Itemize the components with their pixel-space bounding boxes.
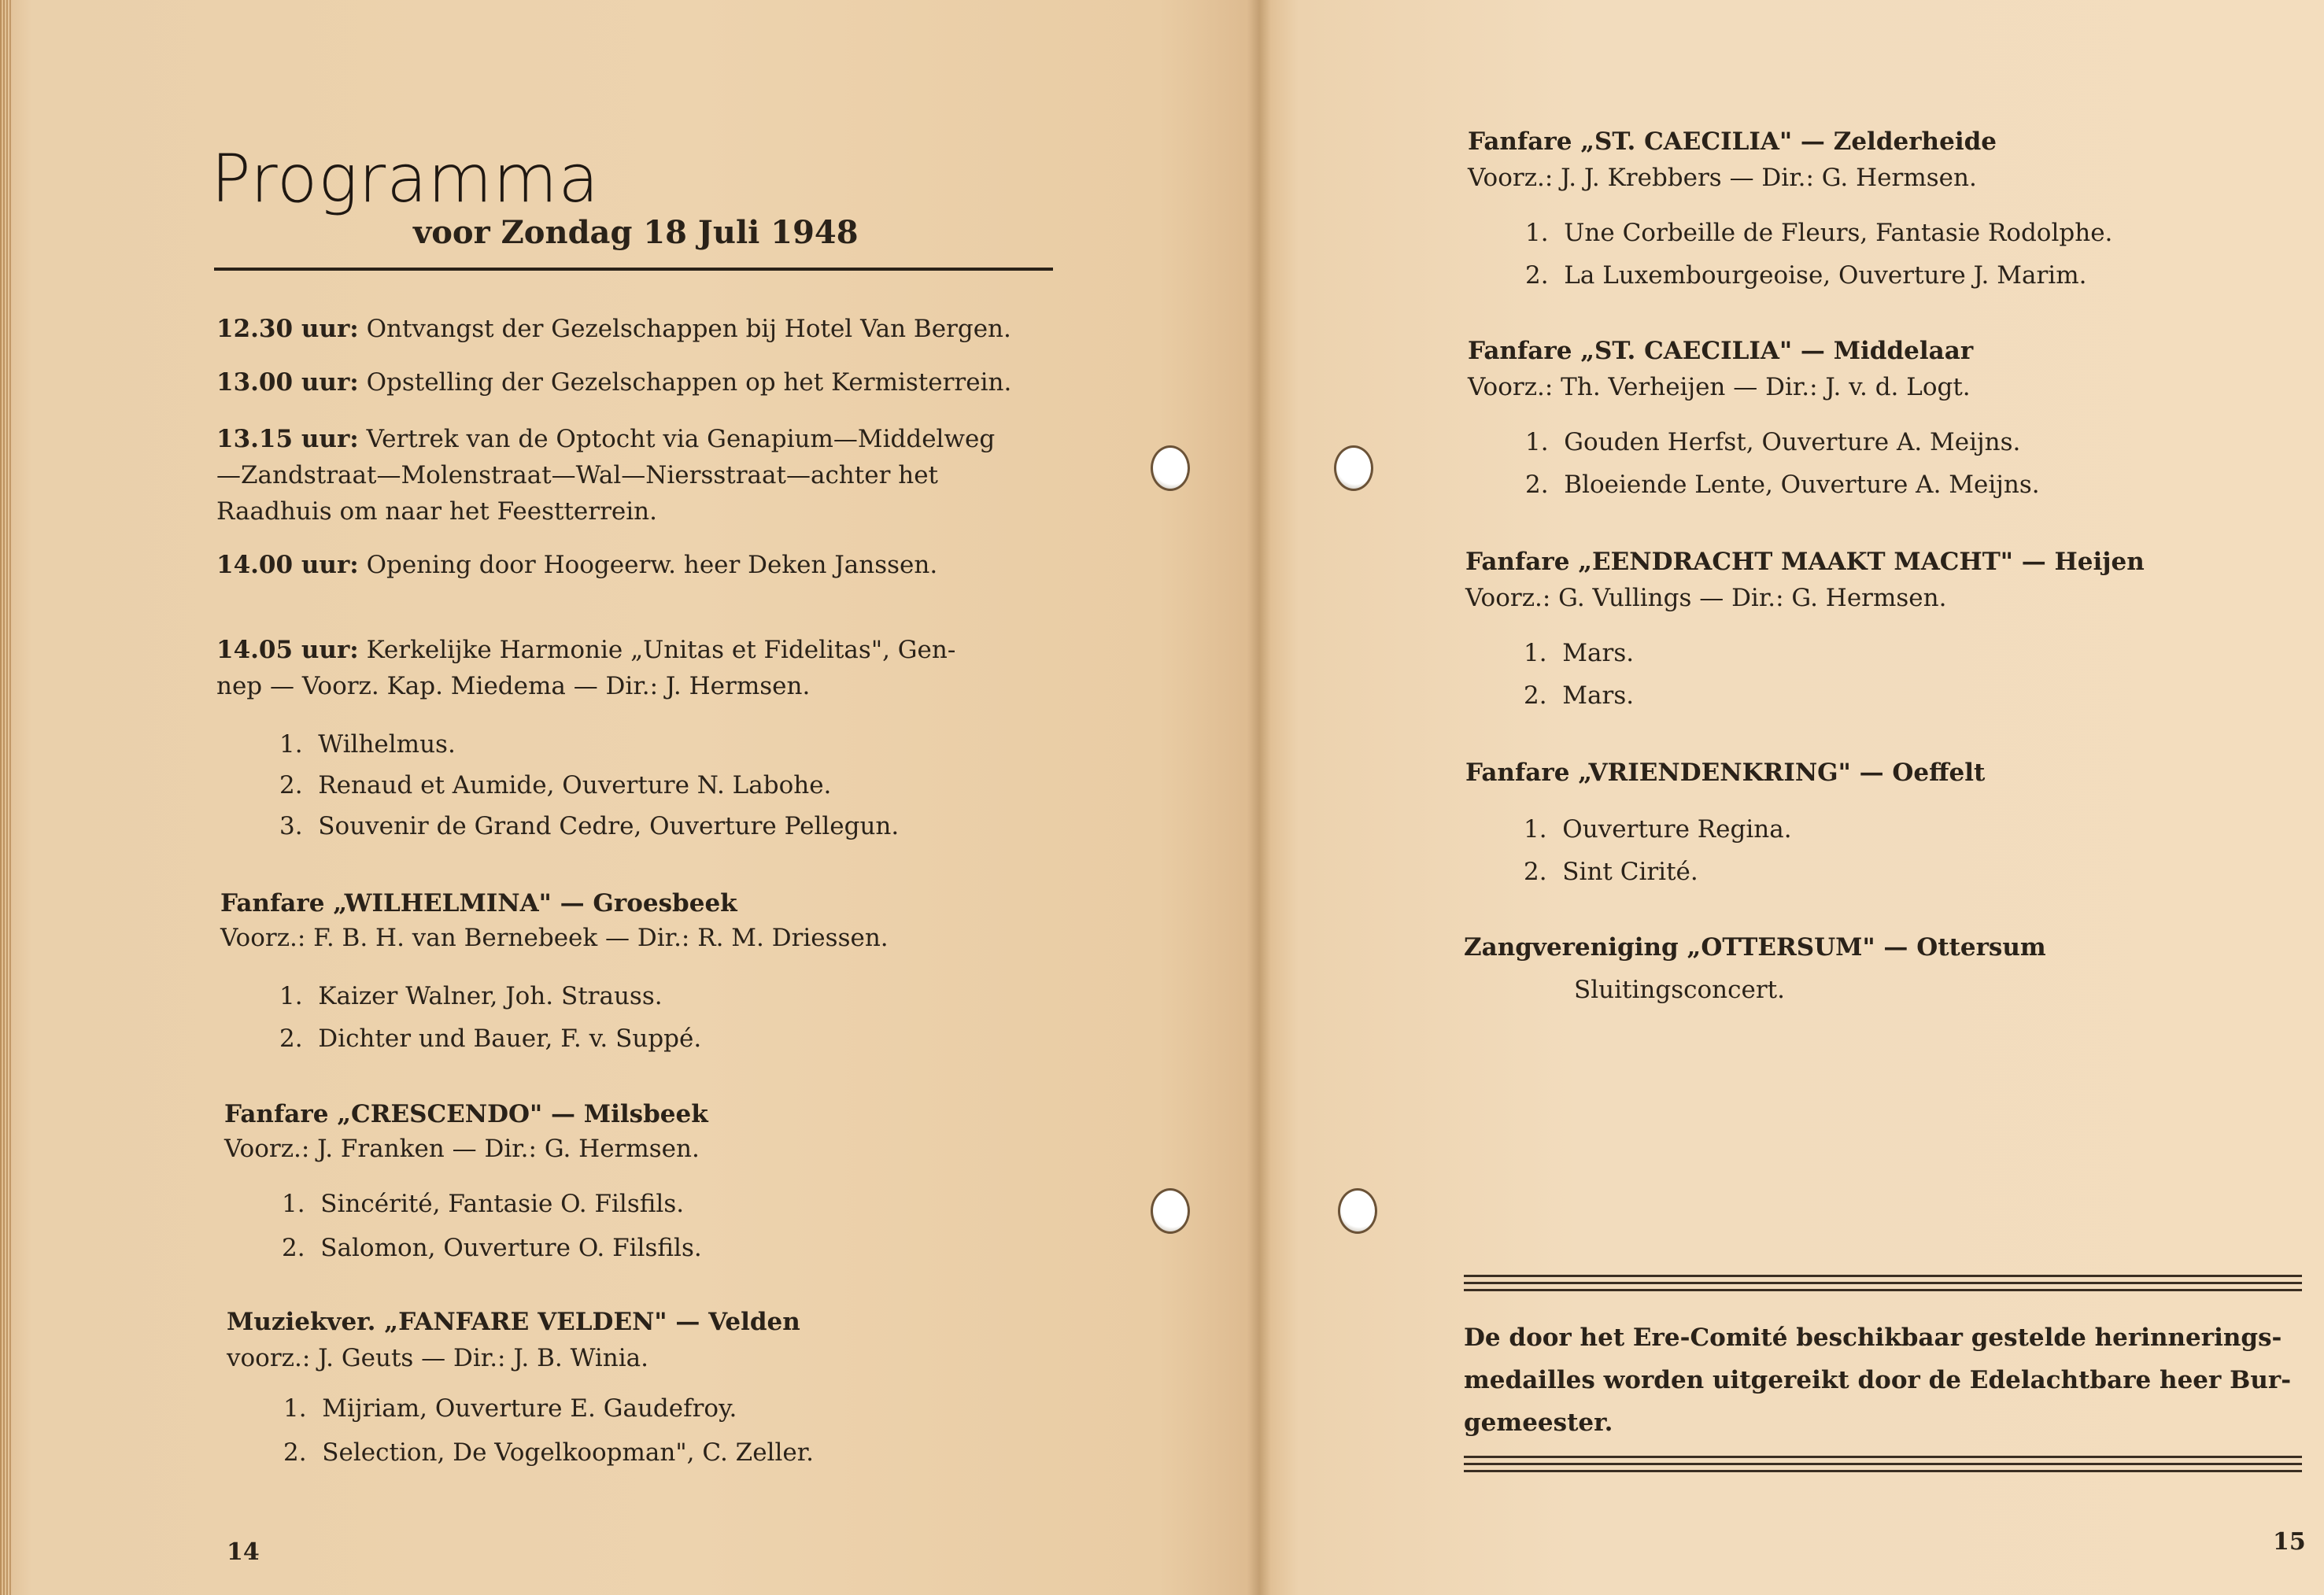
page-title: Programma (211, 140, 600, 217)
closing-text: Sluitingsconcert. (1574, 976, 1785, 1004)
list-item: 1. Ouverture Regina. (1524, 815, 1792, 844)
list-item: 2. Sint Cirité. (1524, 858, 1698, 886)
closing-heading: Zangvereniging „OTTERSUM" — Ottersum (1464, 933, 2046, 962)
group-heading: Muziekver. „FANFARE VELDEN" — Velden (227, 1308, 800, 1336)
schedule-row: 12.30 uur: Ontvangst der Gezelschappen bij Hotel Van Bergen. (216, 315, 1011, 343)
group-heading: Fanfare „ST. CAECILIA" — Middelaar (1468, 337, 1974, 365)
list-item: 1. Gouden Herfst, Ouverture A. Meijns. (1525, 428, 2021, 456)
schedule-row: 14.05 uur: Kerkelijke Harmonie „Unitas et Fidelitas", Gen- (216, 636, 956, 664)
list-item: 1. Mars. (1524, 639, 1635, 667)
group-heading: Fanfare „WILHELMINA" — Groesbeek (220, 889, 737, 917)
schedule-row-cont: —Zandstraat—Molenstraat—Wal—Niersstraat—achter het (216, 461, 939, 489)
list-item: 3. Souvenir de Grand Cedre, Ouverture Pellegun. (279, 812, 900, 840)
group-heading: Fanfare „ST. CAECILIA" — Zelderheide (1468, 127, 1997, 156)
group-heading: Fanfare „VRIENDENKRING" — Oeffelt (1465, 759, 1986, 787)
group-subheading: Voorz.: J. Franken — Dir.: G. Hermsen. (224, 1135, 700, 1163)
notice-line: gemeester. (1464, 1409, 1613, 1437)
schedule-row: 14.00 uur: Opening door Hoogeerw. heer Deken Janssen. (216, 551, 938, 579)
list-item: 2. Renaud et Aumide, Ouverture N. Labohe. (279, 771, 832, 799)
list-item: 1. Une Corbeille de Fleurs, Fantasie Rodolphe. (1525, 219, 2113, 247)
list-item: 2. Bloeiende Lente, Ouverture A. Meijns. (1525, 471, 2040, 499)
list-item: 2. Mars. (1524, 681, 1635, 710)
group-subheading: Voorz.: J. J. Krebbers — Dir.: G. Hermsen. (1468, 164, 1977, 192)
list-item: 1. Kaizer Walner, Joh. Strauss. (279, 982, 663, 1010)
list-item: 1. Wilhelmus. (279, 730, 456, 759)
binding-hole (1151, 445, 1190, 491)
notice-line: De door het Ere-Comité beschikbaar gestelde herinnerings- (1464, 1324, 2282, 1352)
notice-divider-bottom (1464, 1456, 2302, 1477)
binding-hole (1338, 1188, 1377, 1234)
book-fold (1247, 0, 1271, 1595)
notice-divider-top (1464, 1275, 2302, 1296)
list-item: 1. Sincérité, Fantasie O. Filsfils. (282, 1190, 685, 1218)
group-subheading: Voorz.: F. B. H. van Bernebeek — Dir.: R. M. Driessen. (220, 924, 889, 952)
group-subheading: Voorz.: Th. Verheijen — Dir.: J. v. d. Logt. (1468, 373, 1971, 401)
list-item: 2. Dichter und Bauer, F. v. Suppé. (279, 1025, 702, 1053)
group-subheading: voorz.: J. Geuts — Dir.: J. B. Winia. (227, 1344, 649, 1372)
page-number: 14 (227, 1538, 260, 1566)
binding-hole (1151, 1188, 1190, 1234)
list-item: 1. Mijriam, Ouverture E. Gaudefroy. (283, 1394, 737, 1423)
schedule-row-cont: Raadhuis om naar het Feestterrein. (216, 497, 657, 526)
schedule-row: 13.00 uur: Opstelling der Gezelschappen op het Kermisterrein. (216, 368, 1012, 397)
page-edge (0, 0, 11, 1595)
page-subtitle: voor Zondag 18 Juli 1948 (413, 214, 859, 251)
list-item: 2. Selection, De Vogelkoopman", C. Zeller. (283, 1438, 814, 1467)
binding-hole (1334, 445, 1373, 491)
group-heading: Fanfare „CRESCENDO" — Milsbeek (224, 1100, 708, 1128)
group-heading: Fanfare „EENDRACHT MAAKT MACHT" — Heijen (1465, 548, 2145, 576)
title-divider (214, 268, 1053, 271)
list-item: 2. Salomon, Ouverture O. Filsfils. (282, 1234, 702, 1262)
schedule-row-cont: nep — Voorz. Kap. Miedema — Dir.: J. Hermsen. (216, 672, 811, 700)
list-item: 2. La Luxembourgeoise, Ouverture J. Marim. (1525, 261, 2087, 290)
group-subheading: Voorz.: G. Vullings — Dir.: G. Hermsen. (1465, 584, 1947, 612)
page-number: 15 (2273, 1528, 2306, 1556)
notice-line: medailles worden uitgereikt door de Edelachtbare heer Bur- (1464, 1366, 2292, 1394)
schedule-row: 13.15 uur: Vertrek van de Optocht via Genapium—Middelweg (216, 425, 996, 453)
